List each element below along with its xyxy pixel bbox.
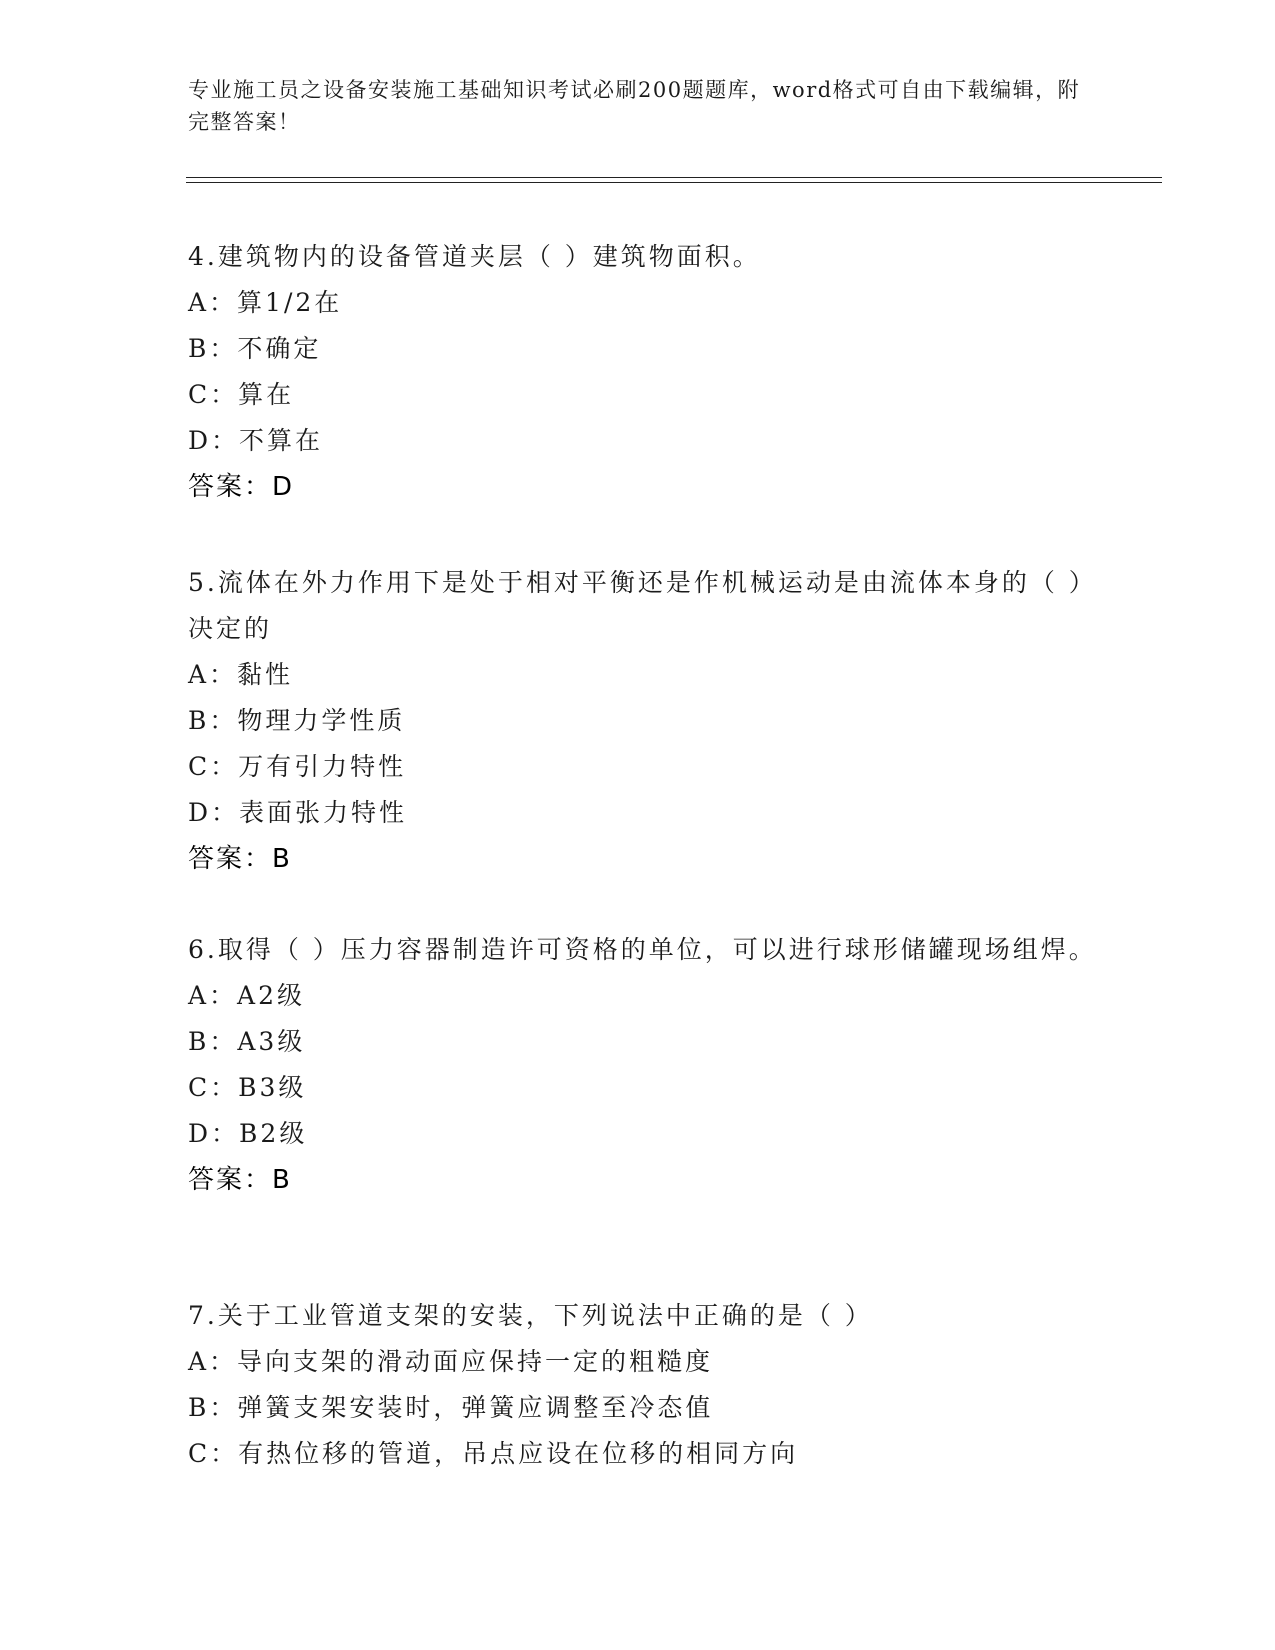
question-stem: 4.建筑物内的设备管道夹层（ ）建筑物面积。 bbox=[188, 242, 761, 271]
option-d: D：不算在 bbox=[188, 426, 324, 455]
option-b: B：不确定 bbox=[188, 334, 322, 363]
question-5 bbox=[188, 560, 1108, 882]
question-4 bbox=[188, 234, 1108, 510]
question-7 bbox=[188, 1293, 1108, 1477]
header-rule-top bbox=[186, 177, 1162, 178]
option-a: A：A2级 bbox=[188, 981, 306, 1010]
option-c: C：有热位移的管道，吊点应设在位移的相同方向 bbox=[188, 1439, 799, 1468]
option-a: A：导向支架的滑动面应保持一定的粗糙度 bbox=[188, 1347, 714, 1376]
question-stem: 6.取得（ ）压力容器制造许可资格的单位，可以进行球形储罐现场组焊。 bbox=[188, 935, 1097, 964]
option-c: C：算在 bbox=[188, 380, 295, 409]
question-6 bbox=[188, 927, 1108, 1203]
option-d: D：表面张力特性 bbox=[188, 798, 408, 827]
document-header: 专业施工员之设备安装施工基础知识考试必刷200题题库，word格式可自由下载编辑，附完整答案！ bbox=[188, 78, 1081, 134]
question-stem: 7.关于工业管道支架的安装，下列说法中正确的是（ ） bbox=[188, 1301, 873, 1330]
option-b: B：A3级 bbox=[188, 1027, 306, 1056]
option-c: C：万有引力特性 bbox=[188, 752, 407, 781]
answer-line: 答案：B bbox=[188, 1165, 292, 1195]
option-c: C：B3级 bbox=[188, 1073, 307, 1102]
option-b: B：弹簧支架安装时，弹簧应调整至冷态值 bbox=[188, 1393, 714, 1422]
answer-line: 答案：B bbox=[188, 844, 292, 874]
option-b: B：物理力学性质 bbox=[188, 706, 406, 735]
question-stem: 5.流体在外力作用下是处于相对平衡还是作机械运动是由流体本身的（ ）决定的 bbox=[188, 568, 1097, 643]
option-a: A：黏性 bbox=[188, 660, 294, 689]
header-rule-bottom bbox=[186, 182, 1162, 183]
option-a: A：算1/2在 bbox=[188, 288, 343, 317]
option-d: D：B2级 bbox=[188, 1119, 308, 1148]
answer-line: 答案：D bbox=[188, 472, 295, 502]
